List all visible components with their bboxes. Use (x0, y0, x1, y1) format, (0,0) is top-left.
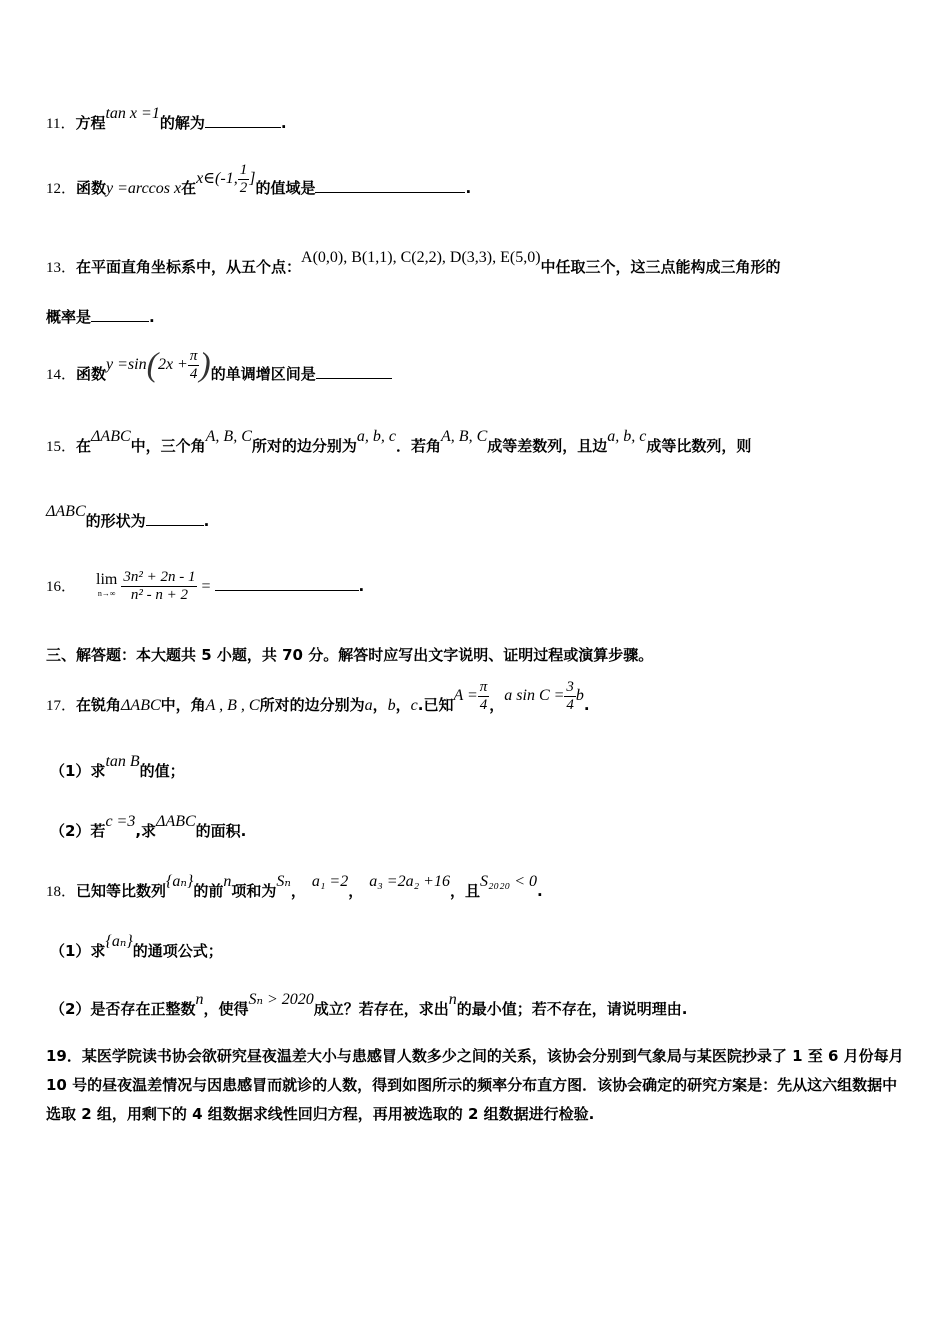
question-number: 18． (46, 884, 77, 900)
question-number: 15． (46, 439, 77, 455)
question-number: 11． (46, 116, 76, 132)
question-13-line-2: 概率是 . (46, 308, 155, 326)
question-15: 15．在ΔABC中，三个角A, B, C所对的边分别为a, b, c．若角A, B, C成等差数列，且边a, b, c成等比数列，则 (46, 428, 752, 455)
answer-blank (316, 364, 392, 379)
answer-blank (315, 178, 465, 193)
answer-blank (215, 576, 359, 591)
question-16: 16． lim n→∞ $\frac{\text{3n² + 2n - 1}}{\text{n² - n + 2}}$ = . (46, 569, 365, 603)
question-17-part-1: （1）求tan B的值； (50, 753, 185, 780)
limit-operator: lim n→∞ (96, 570, 118, 598)
question-19: 19．某医学院读书协会欲研究昼夜温差大小与患感冒人数多少之间的关系，该协会分别到气象局与某医院抄录了 1 至 6 月份每月 10 号的昼夜温差情况与因患感冒而就诊的人数，得到如图所示的频率分布直方图．该协会确定的研究方案是：先从这六组数据中选取 2 组，用剩下的 4 组数据求线性回归方程，再用被选取的 2 组数据进行检验. (46, 1047, 904, 1123)
answer-blank (205, 113, 281, 128)
question-13: 13．在平面直角坐标系中，从五个点：A(0,0), B(1,1), C(2,2), D(3,3), E(5,0)中任取三个，这三点能构成三角形的 (46, 249, 781, 276)
limit-fraction: $\frac{\text{3n² + 2n - 1}}{\text{n² - n + 2}}$ (123, 569, 196, 603)
math-points: A(0,0), B(1,1), C(2,2), D(3,3), E(5,0) (301, 249, 541, 266)
question-18-part-1: （1）求{aₙ}的通项公式； (50, 933, 223, 960)
answer-blank (91, 307, 149, 322)
question-17: 17．在锐角ΔABC中，角A , B , C所对的边分别为a，b，c.已知A = $\frac{\pi}{4}$ ，a sin C = $\frac{3}{4}$ b. (46, 678, 590, 714)
question-number: 14． (46, 367, 77, 383)
math-expression: tan x =1 (105, 105, 160, 122)
section-heading: 三、解答题：本大题共 5 小题，共 70 分。解答时应写出文字说明、证明过程或演算步骤。 (46, 646, 654, 664)
question-11: 11．方程tan x =1的解为 . (46, 105, 287, 132)
question-number: 17． (46, 698, 77, 714)
question-number: 12． (46, 181, 77, 198)
answer-blank (146, 511, 204, 526)
question-15-line-2: ΔABC的形状为 . (46, 503, 210, 530)
question-number: 16． (46, 579, 77, 595)
math-expression: y =arccos x (106, 180, 182, 198)
question-17-part-2: （2）若c =3,求ΔABC的面积. (50, 813, 247, 840)
question-number: 13． (46, 260, 77, 276)
question-14: 14．函数y =sin(2x + $\frac{\pi}{4}$ )的单调增区间是 (46, 352, 910, 397)
question-12: 12．函数y =arccos x在x∈(-1, $\frac{1}{2}$ ]的值域是 . (46, 172, 910, 207)
math-expression: y =sin(2x + $\frac{\pi}{4}$ ) (106, 346, 211, 384)
question-18-part-2: （2）是否存在正整数n，使得Sₙ > 2020成立？若存在，求出n的最小值；若不存在，请说明理由. (50, 991, 688, 1018)
question-18: 18．已知等比数列{aₙ}的前n项和为Sₙ，a₁ =2，a₃ =2a₂ +16，且S₂₀₂₀ < 0. (46, 873, 543, 900)
math-interval: x∈(-1, $\frac{1}{2}$ ] (196, 162, 256, 196)
